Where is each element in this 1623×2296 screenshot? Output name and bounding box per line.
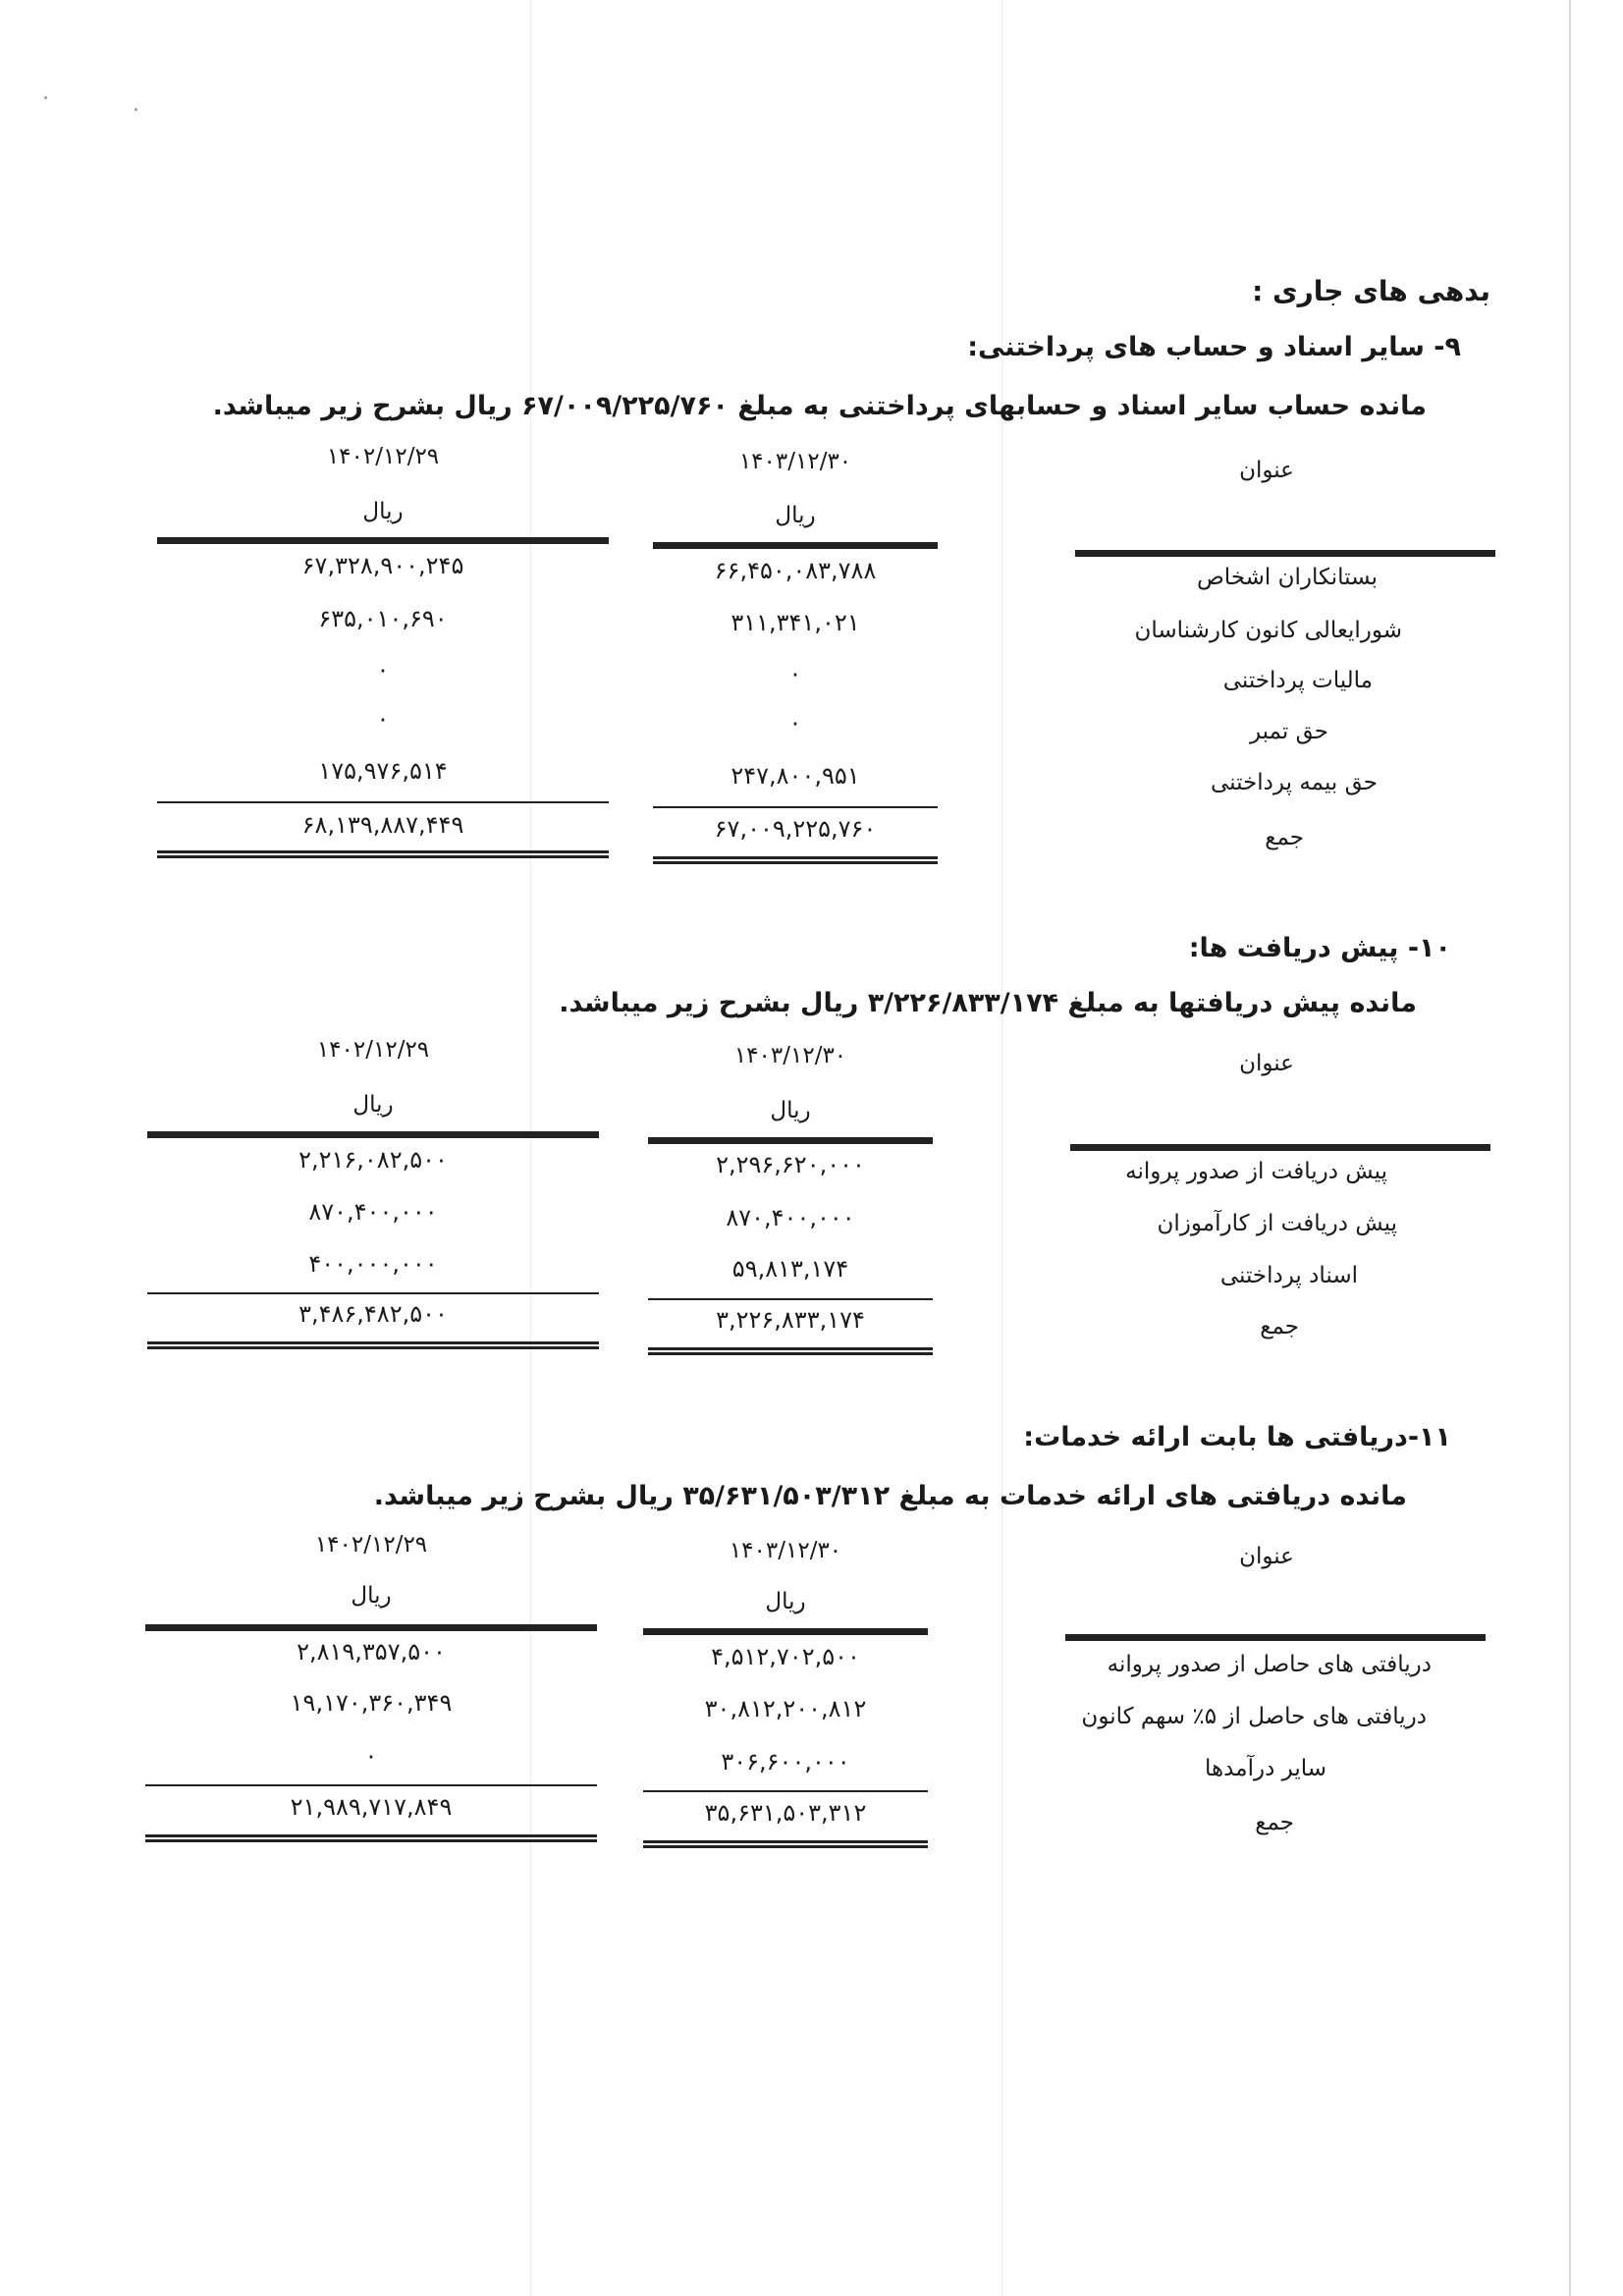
total-label: جمع bbox=[1260, 1314, 1299, 1339]
row-label: پیش دریافت از کارآموزان bbox=[1157, 1211, 1397, 1236]
row-label: دریافتی های حاصل از ۵٪ سهم کانون bbox=[1081, 1704, 1427, 1729]
total-label: جمع bbox=[1265, 825, 1304, 850]
header-rule bbox=[1065, 1634, 1486, 1641]
col-current-date: ۱۴۰۳/۱۲/۳۰ bbox=[729, 1538, 842, 1563]
row-prior-value: ۶۷,۳۲۸,۹۰۰,۲۴۵ bbox=[301, 552, 464, 579]
col-prior-date: ۱۴۰۲/۱۲/۲۹ bbox=[316, 1037, 430, 1063]
row-label: سایر درآمدها bbox=[1205, 1756, 1326, 1781]
row-label: مالیات پرداختنی bbox=[1222, 668, 1373, 693]
row-prior-value: ۲,۲۱۶,۰۸۲,۵۰۰ bbox=[298, 1146, 448, 1174]
col-title: عنوان bbox=[1239, 1544, 1294, 1569]
header-rule bbox=[147, 1131, 599, 1138]
section-title: ۹- سایر اسناد و حساب های پرداختنی: bbox=[967, 332, 1461, 362]
row-prior-value: ۰ bbox=[376, 705, 390, 733]
row-prior-value: ۴۰۰,۰۰۰,۰۰۰ bbox=[308, 1250, 438, 1278]
section-title: ۱۱-دریافتی ها بابت ارائه خدمات: bbox=[1023, 1422, 1451, 1452]
row-current-value: ۴,۵۱۲,۷۰۲,۵۰۰ bbox=[711, 1643, 860, 1670]
row-prior-value: ۶۳۵,۰۱۰,۶۹۰ bbox=[318, 605, 448, 632]
col-currency: ریال bbox=[362, 499, 404, 524]
row-current-value: ۶۶,۴۵۰,۰۸۳,۷۸۸ bbox=[714, 557, 877, 584]
col-currency: ریال bbox=[352, 1092, 394, 1118]
row-label: حق تمبر bbox=[1249, 719, 1328, 744]
total-prior-value: ۲۱,۹۸۹,۷۱۷,۸۴۹ bbox=[290, 1793, 453, 1821]
page-heading: بدهی های جاری : bbox=[1252, 275, 1490, 307]
col-prior-date: ۱۴۰۲/۱۲/۲۹ bbox=[326, 444, 440, 469]
row-current-value: ۰ bbox=[788, 660, 802, 687]
section-summary: مانده دریافتی های ارائه خدمات به مبلغ ۳۵/۶۳۱/۵۰۳/۳۱۲ ریال بشرح زیر میباشد. bbox=[373, 1481, 1407, 1511]
row-label: پیش دریافت از صدور پروانه bbox=[1125, 1159, 1387, 1184]
subtotal-rule bbox=[653, 806, 938, 808]
total-rule bbox=[147, 1341, 599, 1349]
col-title: عنوان bbox=[1239, 1051, 1294, 1076]
col-title: عنوان bbox=[1239, 458, 1294, 483]
total-rule bbox=[145, 1834, 597, 1842]
row-current-value: ۲,۲۹۶,۶۲۰,۰۰۰ bbox=[716, 1151, 865, 1178]
header-rule bbox=[643, 1628, 928, 1635]
section-summary: مانده حساب سایر اسناد و حسابهای پرداختنی به مبلغ ۶۷/۰۰۹/۲۲۵/۷۶۰ ریال بشرح زیر میباشد. bbox=[212, 391, 1427, 421]
row-label: دریافتی های حاصل از صدور پروانه bbox=[1107, 1652, 1432, 1677]
section-title: ۱۰- پیش دریافت ها: bbox=[1188, 933, 1451, 963]
col-current-date: ۱۴۰۳/۱۲/۳۰ bbox=[733, 1043, 847, 1068]
total-rule bbox=[643, 1840, 928, 1848]
row-current-value: ۲۴۷,۸۰۰,۹۵۱ bbox=[730, 762, 860, 790]
header-rule bbox=[1075, 550, 1495, 557]
row-prior-value: ۲,۸۱۹,۳۵۷,۵۰۰ bbox=[297, 1638, 446, 1666]
scan-speck bbox=[44, 96, 47, 99]
header-rule bbox=[1070, 1144, 1490, 1151]
col-currency: ریال bbox=[770, 1098, 811, 1123]
total-prior-value: ۳,۴۸۶,۴۸۲,۵۰۰ bbox=[298, 1300, 448, 1328]
subtotal-rule bbox=[147, 1292, 599, 1294]
row-prior-value: ۱۷۵,۹۷۶,۵۱۴ bbox=[318, 757, 448, 785]
row-current-value: ۳۰۶,۶۰۰,۰۰۰ bbox=[721, 1748, 850, 1776]
scan-speck bbox=[135, 108, 137, 111]
row-prior-value: ۸۷۰,۴۰۰,۰۰۰ bbox=[308, 1198, 438, 1226]
col-prior-date: ۱۴۰۲/۱۲/۲۹ bbox=[314, 1532, 428, 1558]
row-label: شورایعالی کانون کارشناسان bbox=[1134, 618, 1402, 643]
total-label: جمع bbox=[1255, 1810, 1294, 1835]
scan-edge bbox=[1569, 0, 1571, 2296]
subtotal-rule bbox=[157, 801, 609, 803]
row-prior-value: ۱۹,۱۷۰,۳۶۰,۳۴۹ bbox=[290, 1689, 453, 1717]
row-label: حق بیمه پرداختنی bbox=[1211, 770, 1378, 795]
section-summary: مانده پیش دریافتها به مبلغ ۳/۲۲۶/۸۳۳/۱۷۴ ریال بشرح زیر میباشد. bbox=[559, 988, 1417, 1018]
col-currency: ریال bbox=[775, 503, 816, 528]
total-rule bbox=[653, 856, 938, 864]
header-rule bbox=[157, 537, 609, 544]
row-label: بستانکاران اشخاص bbox=[1197, 565, 1378, 590]
row-current-value: ۵۹,۸۱۳,۱۷۴ bbox=[731, 1255, 849, 1283]
row-current-value: ۳۰,۸۱۲,۲۰۰,۸۱۲ bbox=[704, 1695, 867, 1722]
total-rule bbox=[648, 1347, 933, 1355]
total-current-value: ۳,۲۲۶,۸۳۳,۱۷۴ bbox=[716, 1306, 865, 1334]
total-rule bbox=[157, 850, 609, 858]
subtotal-rule bbox=[648, 1298, 933, 1300]
row-current-value: ۸۷۰,۴۰۰,۰۰۰ bbox=[726, 1204, 855, 1231]
col-currency: ریال bbox=[765, 1589, 806, 1614]
header-rule bbox=[145, 1624, 597, 1631]
total-current-value: ۳۵,۶۳۱,۵۰۳,۳۱۲ bbox=[704, 1799, 867, 1827]
row-current-value: ۳۱۱,۳۴۱,۰۲۱ bbox=[730, 609, 860, 636]
header-rule bbox=[653, 542, 938, 549]
row-prior-value: ۰ bbox=[376, 656, 390, 683]
subtotal-rule bbox=[643, 1790, 928, 1792]
col-currency: ریال bbox=[351, 1583, 392, 1609]
header-rule bbox=[648, 1137, 933, 1144]
subtotal-rule bbox=[145, 1784, 597, 1786]
total-current-value: ۶۷,۰۰۹,۲۲۵,۷۶۰ bbox=[714, 815, 877, 843]
row-current-value: ۰ bbox=[788, 709, 802, 737]
row-label: اسناد پرداختنی bbox=[1219, 1263, 1358, 1288]
col-current-date: ۱۴۰۳/۱۲/۳۰ bbox=[738, 449, 852, 474]
total-prior-value: ۶۸,۱۳۹,۸۸۷,۴۴۹ bbox=[301, 811, 464, 839]
row-prior-value: ۰ bbox=[364, 1742, 378, 1770]
